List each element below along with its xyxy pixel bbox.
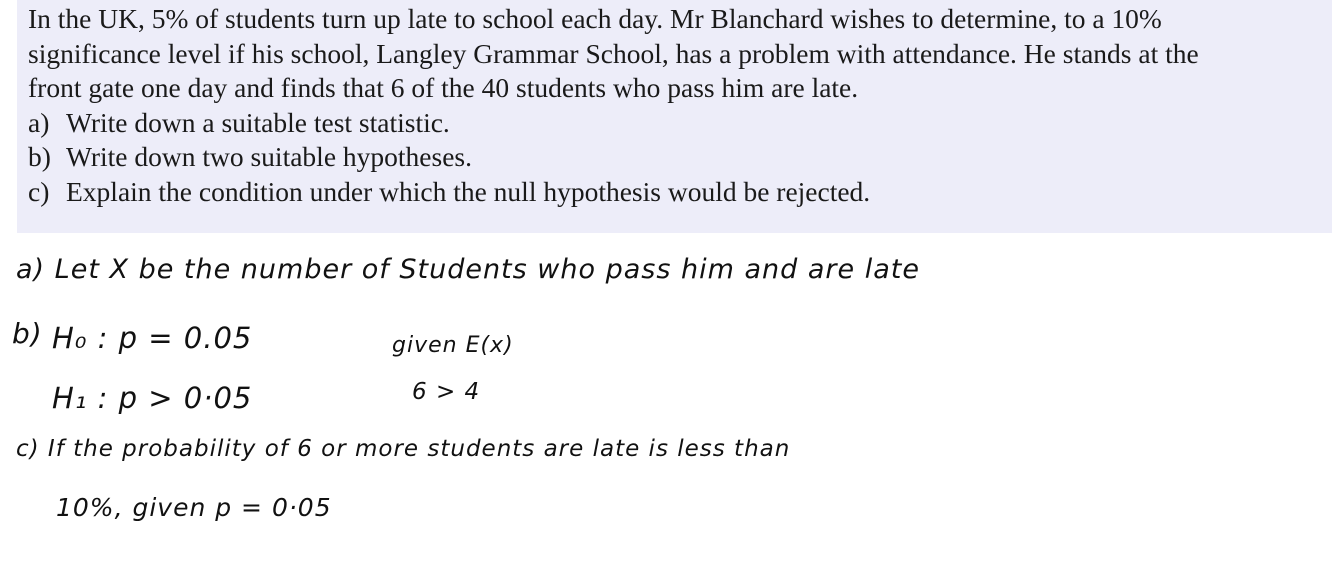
side-note-expectation: given E(x) <box>392 333 514 358</box>
alternative-hypothesis: H₁ : p > 0·05 <box>52 381 253 415</box>
part-text: Write down two suitable hypotheses. <box>66 141 472 172</box>
question-line-3: front gate one day and finds that 6 of the 40 students who pass him are late. <box>28 72 859 103</box>
part-label: b) <box>28 141 51 172</box>
question-line-1: In the UK, 5% of students turn up late to school each day. Mr Blanchard wishes to determine, to a 10% <box>28 3 1162 34</box>
question-part-a <box>28 106 1332 141</box>
part-label: c) <box>28 175 50 207</box>
part-text: Write down a suitable test statistic. <box>66 106 450 138</box>
answer-part-b-label: b) <box>12 317 43 350</box>
answer-part-a: a) Let X be the number of Students who pass him and are late <box>16 254 920 285</box>
handwritten-answer <box>0 233 1334 562</box>
question-line-2: significance level if his school, Langley Grammar School, has a problem with attendance. He stands at the <box>28 37 1199 69</box>
side-note-comparison: 6 > 4 <box>412 379 481 405</box>
part-label: a) <box>28 106 50 138</box>
question-part-b <box>28 140 1332 175</box>
question-part-c <box>28 175 1332 210</box>
answer-part-c-line-1: c) If the probability of 6 or more students are late is less than <box>16 436 791 462</box>
part-text: Explain the condition under which the null hypothesis would be rejected. <box>66 175 871 207</box>
answer-part-c-line-2: 10%, given p = 0·05 <box>56 493 332 522</box>
question-box <box>17 0 1332 233</box>
null-hypothesis: H₀ : p = 0.05 <box>52 321 253 355</box>
